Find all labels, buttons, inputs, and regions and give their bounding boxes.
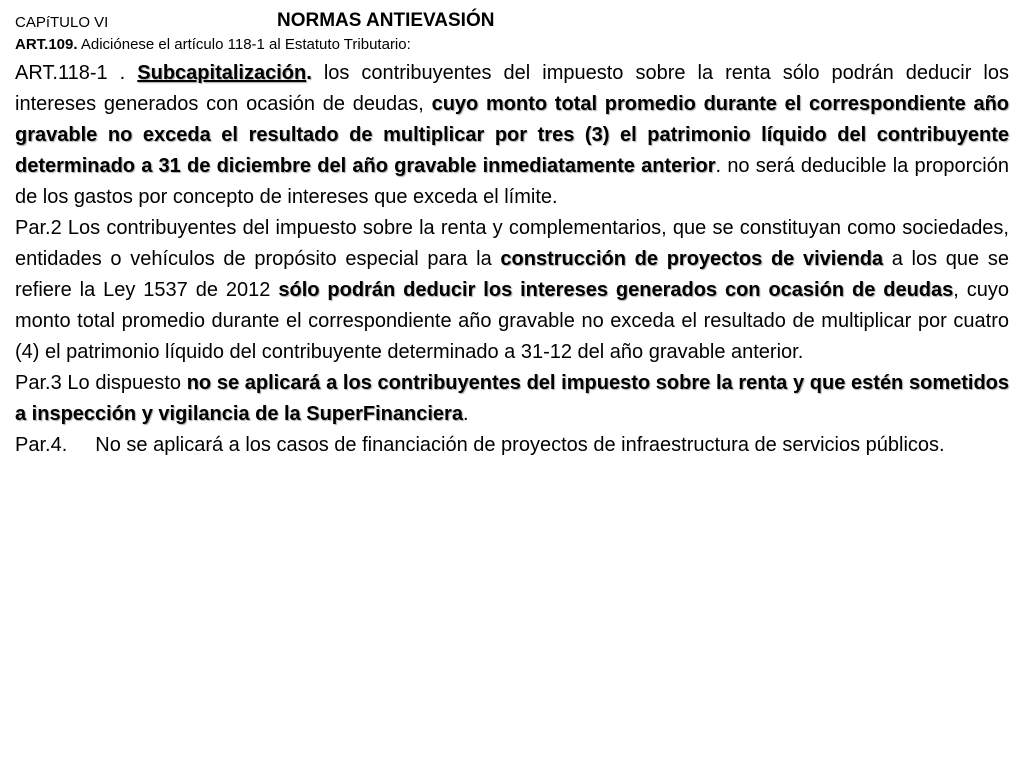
article-reference (15, 34, 1009, 56)
paragraph-4-text: No se aplicará a los casos de financiación de proyectos de infraestructura de servicios públicos. (95, 434, 945, 456)
article-118-paragraph (15, 58, 1009, 213)
header (15, 8, 1009, 34)
paragraph-2-highlight-2: sólo podrán deducir los intereses generados con ocasión de deudas (278, 279, 954, 301)
article-118-text-2: . no será deducible la proporción de los gastos por concepto de intereses que exceda el límite. (15, 155, 1009, 208)
paragraph-2-text-1: Par.2 Los contribuyentes del impuesto sobre la renta y complementarios, que se constituyan como sociedades, entidades o vehículos de propósito especial para la (15, 217, 1009, 270)
paragraph-3 (15, 368, 1009, 430)
paragraph-2 (15, 213, 1009, 368)
paragraph-3-text-1: Par.3 Lo dispuesto (15, 372, 187, 394)
paragraph-4 (15, 430, 1009, 461)
article-118-heading-dot: . (306, 62, 312, 84)
article-reference-text: Adiciónese el artículo 118-1 al Estatuto Tributario: (77, 36, 411, 53)
article-118-prefix: ART.118-1 . (15, 62, 138, 84)
chapter-label: CAPíTULO VI (15, 14, 109, 31)
paragraph-4-label: Par.4. (15, 434, 68, 456)
article-118-text-1: los contribuyentes del impuesto sobre la renta sólo podrán deducir los intereses generados con ocasión de deudas, (15, 62, 1009, 115)
article-118-highlight: cuyo monto total promedio durante el correspondiente año gravable no exceda el resultado de multiplicar por tres (3) el patrimonio líquido del contribuyente determinado a 31 de diciembre del año gravable inmediatamente anterior (15, 93, 1009, 177)
paragraph-2-text-3: , cuyo monto total promedio durante el correspondiente año gravable no exceda el resultado de multiplicar por cuatro (4) el patrimonio líquido del contribuyente determinado a 31-12 del año gravable anterior. (15, 279, 1010, 363)
paragraph-3-text-2: . (462, 403, 469, 425)
article-reference-label: ART.109. (15, 36, 78, 53)
paragraph-2-highlight-1: construcción de proyectos de vivienda (500, 248, 884, 270)
document-slide (15, 8, 1009, 461)
article-118-heading: Subcapitalización (137, 62, 307, 84)
page-title: NORMAS ANTIEVASIÓN (277, 10, 495, 31)
paragraph-3-highlight: no se aplicará a los contribuyentes del impuesto sobre la renta y que estén sometidos a inspección y vigilancia de la SuperFinanciera (15, 372, 1010, 425)
paragraph-2-text-2: a los que se refiere la Ley 1537 de 2012 (15, 248, 1009, 301)
